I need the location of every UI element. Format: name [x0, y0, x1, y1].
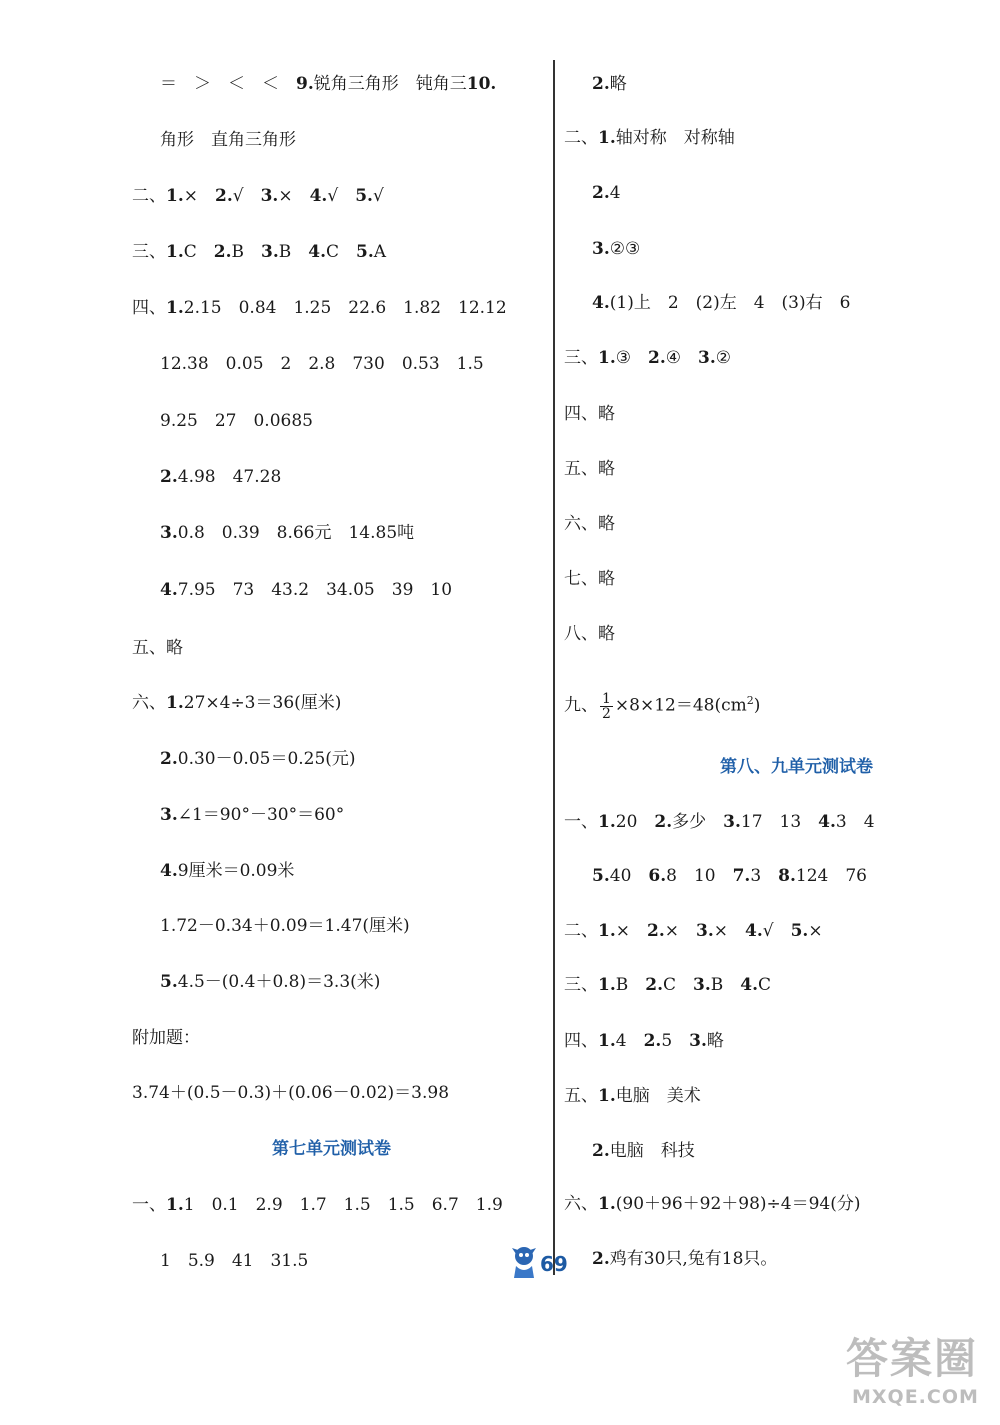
answer-text: 四、	[132, 298, 166, 318]
answer-text: )	[753, 695, 761, 716]
item-number: 4.	[160, 580, 178, 600]
answer-text: 五、	[564, 1086, 598, 1106]
answer-text: 5	[661, 1031, 690, 1051]
answer-line	[160, 465, 281, 489]
answer-text: 多少	[672, 812, 724, 832]
answer-text: 六、	[132, 693, 166, 713]
item-number: 1.	[598, 1194, 616, 1214]
item-number: 4.	[745, 921, 763, 941]
answer-text: ②	[715, 348, 731, 368]
item-number: 4.	[160, 861, 178, 881]
item-number: 5.	[790, 921, 809, 941]
answer-text: 略	[609, 74, 627, 94]
answer-line	[132, 636, 183, 660]
item-number: 2.	[645, 975, 663, 995]
item-number: 3.	[261, 242, 279, 262]
answer-text: 电脑 科技	[609, 1141, 695, 1161]
answer-text: ∠1＝90°－30°＝60°	[177, 805, 345, 825]
item-number: 1.	[598, 1086, 616, 1106]
answer-text: C	[326, 242, 357, 262]
answer-text: ×	[808, 921, 823, 941]
answer-text: 7.95 73 43.2 34.05 39 10	[177, 580, 453, 600]
answer-line	[564, 1029, 724, 1053]
mascot-icon	[508, 1244, 540, 1282]
answer-text: ×	[713, 921, 745, 941]
item-number: 1.	[166, 242, 184, 262]
item-number: 4.	[740, 975, 759, 995]
answer-text: 0.8 0.39 8.66元 14.85吨	[177, 523, 415, 543]
item-number: 1.	[598, 128, 616, 148]
answer-text: ③	[615, 348, 648, 368]
answer-text: 锐角三角形 钝角三	[313, 74, 467, 94]
answer-text: 九、	[564, 695, 598, 716]
item-number: 3.	[689, 1031, 707, 1051]
item-number: 2.	[643, 1031, 662, 1051]
item-number: 2.	[648, 348, 666, 368]
answer-text: √	[327, 186, 356, 206]
answer-line	[160, 72, 496, 96]
answer-line	[160, 803, 344, 827]
answer-line	[160, 1249, 308, 1273]
answer-line	[564, 1192, 861, 1216]
answer-line	[160, 747, 356, 771]
item-number: 8.	[778, 866, 796, 886]
answer-text: 八、略	[564, 624, 615, 644]
answer-text: 一、	[132, 1195, 166, 1215]
answer-text: 12.38 0.05 2 2.8 730 0.53 1.5	[160, 354, 484, 374]
answer-text: 3.74＋(0.5－0.3)＋(0.06－0.02)＝3.98	[132, 1083, 450, 1103]
answer-line	[564, 457, 615, 481]
answer-text: ＝ ＞ ＜ ＜	[160, 74, 296, 94]
answer-line	[592, 72, 627, 96]
answer-text: 三、	[132, 242, 166, 262]
item-number: 2.	[592, 1249, 610, 1269]
answer-text: 20	[615, 812, 655, 832]
answer-text: B	[231, 242, 262, 262]
answer-text: 六、略	[564, 514, 615, 534]
answer-text: 角形 直角三角形	[160, 130, 296, 150]
answer-text: 4	[609, 183, 621, 203]
answer-text: 1.72－0.34＋0.09＝1.47(厘米)	[160, 916, 410, 936]
answer-line	[160, 409, 313, 433]
answer-text: 0.30－0.05＝0.25(元)	[177, 749, 356, 769]
answer-line	[564, 402, 615, 426]
answer-line	[564, 126, 735, 150]
answer-line	[132, 1081, 449, 1105]
answer-text: √	[232, 186, 261, 206]
answer-line	[160, 970, 380, 994]
answer-line	[132, 1193, 503, 1217]
item-number: 2.	[592, 1141, 610, 1161]
answer-line	[564, 973, 771, 997]
answer-text: √	[372, 186, 384, 206]
answer-line	[564, 810, 875, 834]
answer-text: ×	[278, 186, 310, 206]
item-number: 1.	[166, 186, 184, 206]
item-number: 5.	[356, 242, 374, 262]
page-number: 69	[540, 1252, 568, 1276]
watermark-chinese: 答案圈	[846, 1334, 979, 1383]
answer-line	[160, 521, 414, 545]
item-number: 5.	[160, 972, 178, 992]
item-number: 3.	[698, 348, 716, 368]
answer-text: A	[373, 242, 387, 262]
answer-line	[160, 578, 452, 602]
answer-text: 1 5.9 41 31.5	[160, 1251, 309, 1271]
answer-text: 3 4	[835, 812, 875, 832]
item-number: 2.	[160, 749, 178, 769]
answer-line	[160, 859, 294, 883]
item-number: 1.	[598, 1031, 616, 1051]
answer-line	[564, 567, 615, 591]
answer-text: (1)上 2 (2)左 4 (3)右 6	[609, 293, 851, 313]
item-number: 9.	[296, 74, 314, 94]
answer-line	[132, 691, 341, 715]
answer-line	[592, 237, 640, 261]
answer-text: 四、	[564, 1031, 598, 1051]
item-number: 4.	[818, 812, 836, 832]
answer-text: C	[183, 242, 214, 262]
answer-text: 17 13	[740, 812, 819, 832]
answer-line	[564, 622, 615, 646]
item-number: 4.	[308, 242, 327, 262]
answer-text: √	[762, 921, 791, 941]
answer-line	[592, 1139, 695, 1163]
answer-line	[564, 919, 823, 943]
answer-text: 一、	[564, 812, 598, 832]
answer-text: ×	[183, 186, 215, 206]
answer-line	[592, 181, 621, 205]
answer-text: 1 0.1 2.9 1.7 1.5 1.5 6.7 1.9	[183, 1195, 503, 1215]
answer-text: 六、	[564, 1194, 598, 1214]
item-number: 3.	[693, 975, 711, 995]
answer-text: B	[615, 975, 646, 995]
answer-line	[160, 352, 484, 376]
answer-text: 略	[706, 1031, 724, 1051]
answer-line	[564, 512, 615, 536]
item-number: 7.	[732, 866, 751, 886]
watermark-url: MXQE.COM	[852, 1386, 979, 1408]
answer-line-fraction	[564, 689, 760, 721]
item-number: 5.	[592, 866, 610, 886]
answer-text: ×	[615, 921, 647, 941]
item-number: 3.	[723, 812, 741, 832]
item-number: 6.	[648, 866, 667, 886]
item-number: 3.	[160, 805, 178, 825]
answer-text: 124 76	[795, 866, 868, 886]
item-number: 4.	[592, 293, 610, 313]
answer-text: 五、略	[132, 638, 183, 658]
item-number: 2.	[213, 242, 232, 262]
answer-text: ×	[664, 921, 696, 941]
answer-text: 七、略	[564, 569, 615, 589]
answer-text: 9厘米＝0.09米	[177, 861, 295, 881]
item-number: 1.	[598, 921, 616, 941]
answer-text: B	[710, 975, 741, 995]
answer-line	[592, 864, 867, 888]
answer-text: 9.25 27 0.0685	[160, 411, 313, 431]
answer-line	[132, 240, 386, 264]
item-number: 10.	[466, 74, 497, 94]
item-number: 2.	[592, 183, 610, 203]
section-heading-unit7: 第七单元测试卷	[272, 1139, 391, 1159]
answer-line	[160, 914, 410, 938]
answer-text: 4	[615, 1031, 644, 1051]
item-number: 1.	[598, 812, 616, 832]
answer-text: ④	[665, 348, 698, 368]
item-number: 3.	[160, 523, 178, 543]
answer-text: 鸡有30只,兔有18只。	[609, 1249, 778, 1269]
fraction	[600, 692, 613, 721]
answer-line	[132, 1026, 200, 1050]
answer-text: 附加题：	[132, 1028, 200, 1048]
answer-line	[132, 184, 384, 208]
answer-text: 4.98 47.28	[177, 467, 282, 487]
item-number: 2.	[654, 812, 673, 832]
item-number: 1.	[166, 298, 184, 318]
item-number: 2.	[647, 921, 665, 941]
answer-text: 轴对称 对称轴	[615, 128, 735, 148]
answer-text: 27×4÷3＝36(厘米)	[183, 693, 342, 713]
answer-text: 3	[750, 866, 779, 886]
item-number: 4.	[309, 186, 328, 206]
item-number: 3.	[592, 239, 610, 259]
item-number: 3.	[696, 921, 714, 941]
answer-line	[592, 291, 850, 315]
answer-text: ×8×12＝48(cm	[614, 695, 747, 716]
item-number: 2.	[215, 186, 233, 206]
answer-text: 四、略	[564, 404, 615, 424]
item-number: 2.	[160, 467, 178, 487]
answer-text: 二、	[564, 128, 598, 148]
answer-text: 二、	[132, 186, 166, 206]
answer-text: 五、略	[564, 459, 615, 479]
answer-text: 三、	[564, 975, 598, 995]
answer-text: C	[758, 975, 772, 995]
item-number: 3.	[260, 186, 279, 206]
answer-text: (90＋96＋92＋98)÷4＝94(分)	[615, 1194, 861, 1214]
answer-text: 电脑 美术	[615, 1086, 701, 1106]
answer-text: 三、	[564, 348, 598, 368]
answer-text: B	[278, 242, 309, 262]
item-number: 1.	[598, 348, 616, 368]
answer-text: 40	[609, 866, 649, 886]
section-heading-unit8-9: 第八、九单元测试卷	[720, 757, 873, 777]
answer-line	[592, 1247, 777, 1271]
answer-text: ②③	[609, 239, 641, 259]
fraction-numerator: 1	[602, 690, 611, 707]
superscript: 2	[746, 694, 754, 707]
item-number: 1.	[166, 1195, 184, 1215]
answer-text: 2.15 0.84 1.25 22.6 1.82 12.12	[183, 298, 507, 318]
item-number: 2.	[592, 74, 610, 94]
answer-text: 4.5－(0.4＋0.8)＝3.3(米)	[177, 972, 381, 992]
column-divider	[553, 60, 555, 1275]
answer-text: C	[663, 975, 694, 995]
answer-line	[564, 1084, 701, 1108]
item-number: 1.	[598, 975, 616, 995]
fraction-denominator: 2	[602, 705, 611, 722]
answer-line	[160, 128, 296, 152]
answer-text: 二、	[564, 921, 598, 941]
answer-line	[564, 346, 731, 370]
answer-text: 8 10	[666, 866, 733, 886]
watermark	[838, 1300, 1000, 1425]
answer-line	[132, 296, 507, 320]
item-number: 5.	[355, 186, 373, 206]
item-number: 1.	[166, 693, 184, 713]
